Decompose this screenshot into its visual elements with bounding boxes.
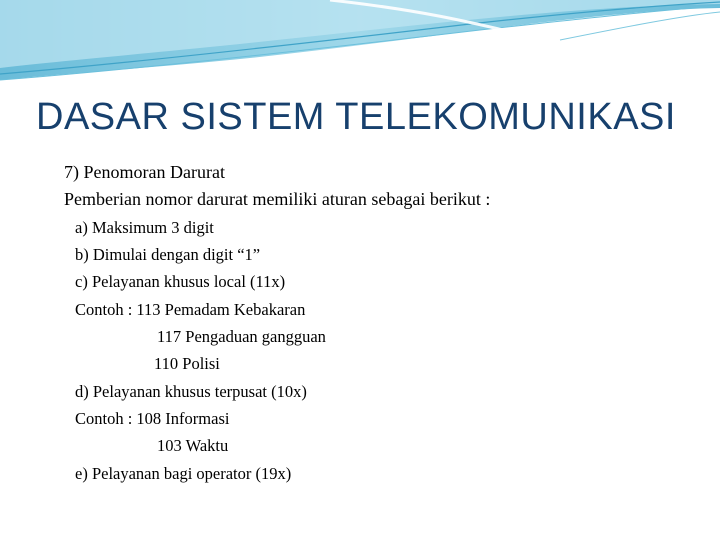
example-line: Contoh : 113 Pemadam Kebakaran bbox=[75, 300, 306, 319]
section-heading: 7) Penomoran Darurat bbox=[64, 162, 225, 182]
list-item: d) Pelayanan khusus terpusat (10x) bbox=[75, 382, 307, 401]
list-item: b) Dimulai dengan digit “1” bbox=[75, 245, 261, 264]
intro-text: Pemberian nomor darurat memiliki aturan sebagai berikut : bbox=[64, 189, 491, 209]
list-item: e) Pelayanan bagi operator (19x) bbox=[75, 464, 292, 483]
example-line: Contoh : 108 Informasi bbox=[75, 409, 230, 428]
slide-title: DASAR SISTEM TELEKOMUNIKASI bbox=[36, 96, 676, 138]
list-item: c) Pelayanan khusus local (11x) bbox=[75, 272, 286, 291]
example-line: 110 Polisi bbox=[154, 354, 220, 373]
list-item: a) Maksimum 3 digit bbox=[75, 218, 214, 237]
example-line: 103 Waktu bbox=[157, 436, 229, 455]
decorative-wave-header bbox=[0, 0, 720, 90]
example-line: 117 Pengaduan gangguan bbox=[157, 327, 326, 346]
